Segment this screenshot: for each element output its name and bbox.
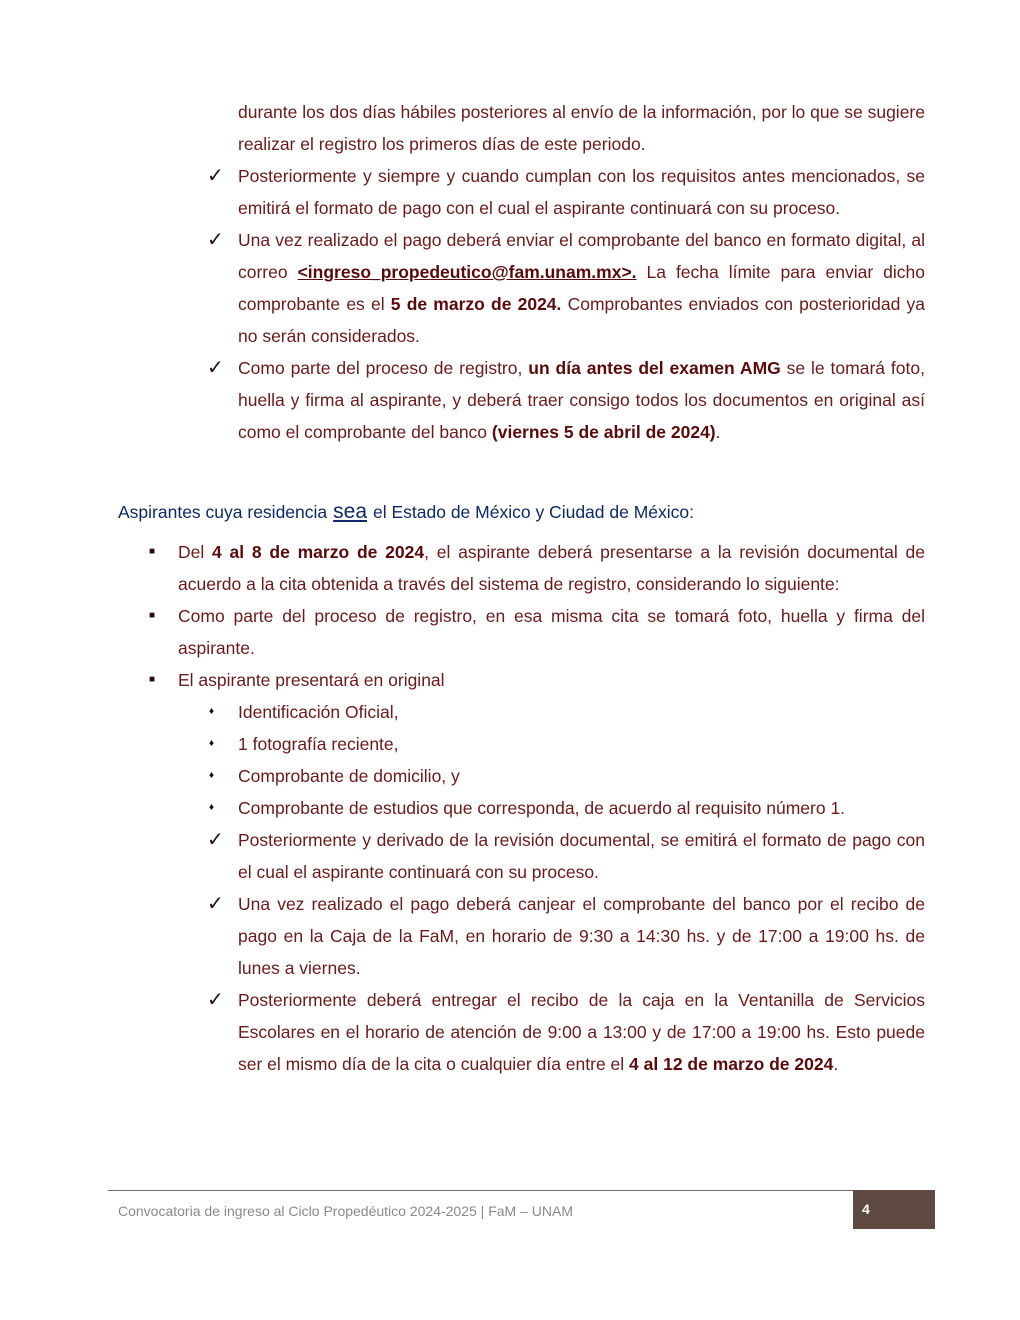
diamond-bullet-icon: ♦ bbox=[209, 802, 215, 813]
check-mark-icon: ✓ bbox=[207, 829, 224, 851]
check-mark-icon: ✓ bbox=[207, 229, 224, 251]
check-item-ventanilla: Posteriormente deberá entregar el recibo de la caja en la Ventanilla de Servicios Escolares en el horario de atención de 9:00 a 13:00 y de 17:00 a 19:00 hs. Esto puede ser el mismo día de la cita o cualquier día entre el 4 al 12 de marzo de 2024. bbox=[238, 990, 925, 1074]
check-mark-icon: ✓ bbox=[207, 893, 224, 915]
check-item-formato-pago: Posteriormente y derivado de la revisión documental, se emitirá el formato de pago con el cual el aspirante continuará con su proceso. bbox=[238, 830, 925, 882]
square-bullet-icon: ■ bbox=[149, 546, 156, 557]
diamond-bullet-icon: ♦ bbox=[209, 770, 215, 781]
footer-divider bbox=[108, 1190, 854, 1191]
page-number-box bbox=[853, 1190, 935, 1229]
check-mark-icon: ✓ bbox=[207, 165, 224, 187]
check-mark-icon: ✓ bbox=[207, 989, 224, 1011]
square-item-revision: Del 4 al 8 de marzo de 2024, el aspirante deberá presentarse a la revisión documental de acuerdo a la cita obtenida a través del sistema de registro, considerando lo siguiente: bbox=[178, 542, 926, 594]
heading-emphasis: sea bbox=[333, 500, 367, 523]
check-item-format-pago: Posteriormente y siempre y cuando cumplan con los requisitos antes mencionados, se emitirá el formato de pago con el cual el aspirante continuará con su proceso. bbox=[238, 166, 925, 218]
email-link[interactable]: <ingreso_propedeutico@fam.unam.mx>. bbox=[297, 262, 637, 282]
diamond-bullet-icon: ♦ bbox=[209, 738, 215, 749]
continued-paragraph: durante los dos días hábiles posteriores al envío de la información, por lo que se sugiere realizar el registro los primeros días de este periodo. bbox=[238, 102, 925, 154]
page-number: 4 bbox=[862, 1201, 870, 1217]
check-item-registro-amg: Como parte del proceso de registro, un día antes del examen AMG se le tomará foto, huella y firma al aspirante, y deberá traer consigo todos los documentos en original así como el comprobante del banco (viernes 5 de abril de 2024). bbox=[238, 358, 925, 442]
square-bullet-icon: ■ bbox=[149, 610, 156, 621]
diamond-item: Comprobante de domicilio, y bbox=[238, 766, 460, 786]
section-heading: Aspirantes cuya residencia sea el Estado de México y Ciudad de México: bbox=[118, 500, 694, 523]
square-item-foto: Como parte del proceso de registro, en esa misma cita se tomará foto, huella y firma del aspirante. bbox=[178, 606, 925, 658]
footer-text: Convocatoria de ingreso al Ciclo Propedéutico 2024-2025 | FaM – UNAM bbox=[118, 1203, 573, 1219]
check-item-canjear: Una vez realizado el pago deberá canjear el comprobante del banco por el recibo de pago en la Caja de la FaM, en horario de 9:30 a 14:30 hs. y de 17:00 a 19:00 hs. de lunes a viernes. bbox=[238, 894, 925, 978]
diamond-item: 1 fotografía reciente, bbox=[238, 734, 399, 754]
square-item-original: El aspirante presentará en original bbox=[178, 670, 445, 690]
deadline-date: 5 de marzo de 2024. bbox=[390, 294, 562, 314]
diamond-item: Comprobante de estudios que corresponda, de acuerdo al requisito número 1. bbox=[238, 798, 846, 818]
check-mark-icon: ✓ bbox=[207, 357, 224, 379]
diamond-item: Identificación Oficial, bbox=[238, 702, 399, 722]
check-item-enviar-comprobante: Una vez realizado el pago deberá enviar el comprobante del banco en formato digital, al correo <ingreso_propedeutico@fam.unam.mx>. La fecha límite para enviar dicho comprobante es el 5 de marzo de 2024. Comprobantes enviados con posterioridad ya no serán considerados. bbox=[238, 230, 925, 346]
diamond-bullet-icon: ♦ bbox=[209, 706, 215, 717]
square-bullet-icon: ■ bbox=[149, 674, 156, 685]
